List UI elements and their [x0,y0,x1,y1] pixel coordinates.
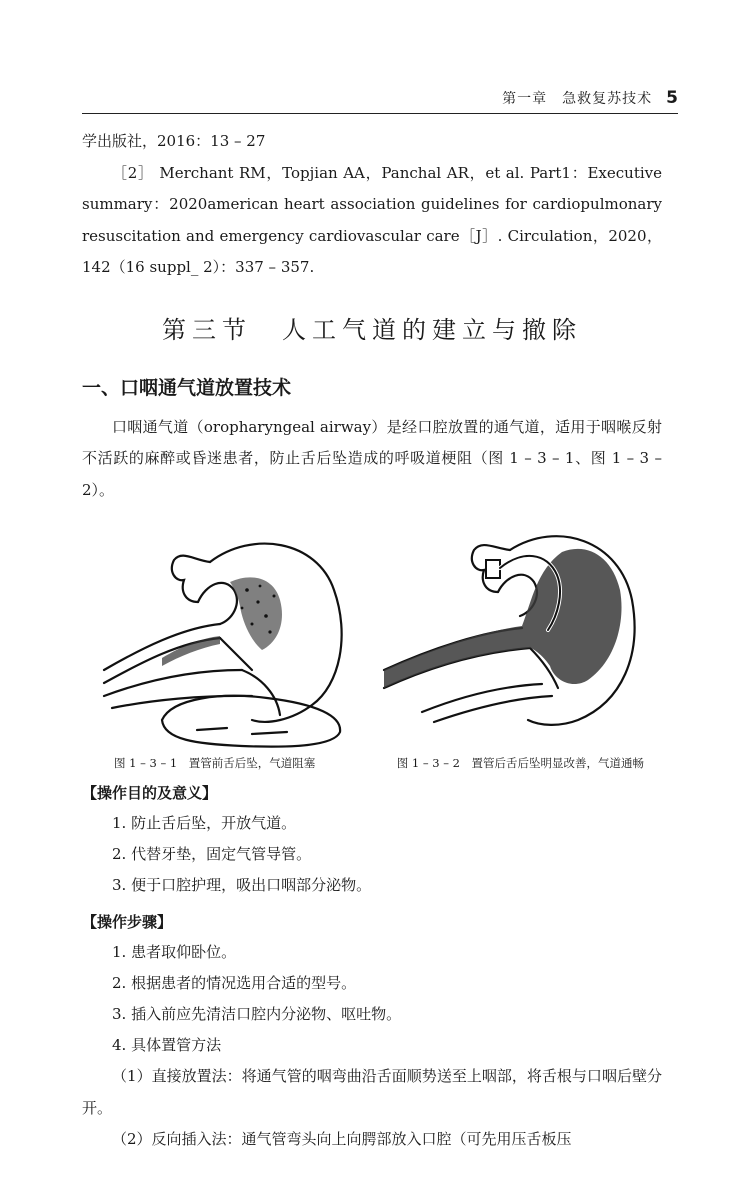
purpose-heading: 【操作目的及意义】 [82,784,218,802]
method-direct-insertion: （1）直接放置法：将通气管的咽弯曲沿舌面顺势送至上咽部，将舌根与口咽后壁分开。 [82,1067,662,1117]
figure-row [82,520,662,750]
reference-2: ［2］ Merchant RM，Topjian AA，Panchal AR，et al. Part1：Executive summary：2020american heart association guidelines for cardiopulmonary resuscitation and emergency cardiovascular care［J］. Circulation，2020，142（16 suppl_ 2）：337 – 357. [82,163,662,276]
subsection-heading: 一、口咽通气道放置技术 [82,376,292,399]
figure-1-caption: 图 1 – 3 – 1 置管前舌后坠，气道阻塞 [114,756,316,770]
figure-airway-open [382,520,642,750]
step-item: 4. 具体置管方法 [112,1036,222,1054]
chapter-title: 第一章 急救复苏技术 [502,91,653,107]
running-header [82,86,678,110]
step-item: 2. 根据患者的情况选用合适的型号。 [112,974,357,992]
reference-1-tail: 学出版社，2016：13 – 27 [82,132,266,150]
steps-heading: 【操作步骤】 [82,913,173,931]
purpose-item: 1. 防止舌后坠，开放气道。 [112,814,297,832]
page-number: 5 [666,88,678,108]
header-rule [82,113,678,114]
section-title: 第三节 人工气道的建立与撤除 [162,315,582,344]
figure-2-caption: 图 1 – 3 – 2 置管后舌后坠明显改善，气道通畅 [396,756,644,770]
purpose-item: 3. 便于口腔护理，吸出口咽部分泌物。 [112,876,372,894]
purpose-item: 2. 代替牙垫，固定气管导管。 [112,845,312,863]
page-body [82,126,662,1156]
figure-tongue-obstruction [102,520,352,750]
step-item: 3. 插入前应先清洁口腔内分泌物、呕吐物。 [112,1005,402,1023]
step-item: 1. 患者取仰卧位。 [112,943,237,961]
method-reverse-insertion: （2）反向插入法：通气管弯头向上向腭部放入口腔（可先用压舌板压 [112,1130,572,1148]
figure-captions [114,754,644,772]
intro-paragraph: 口咽通气道（oropharyngeal airway）是经口腔放置的通气道，适用于咽喉反射不活跃的麻醉或昏迷患者，防止舌后坠造成的呼吸道梗阻（图 1 – 3 – 1、图 1 – 3 – 2）。 [82,417,662,499]
